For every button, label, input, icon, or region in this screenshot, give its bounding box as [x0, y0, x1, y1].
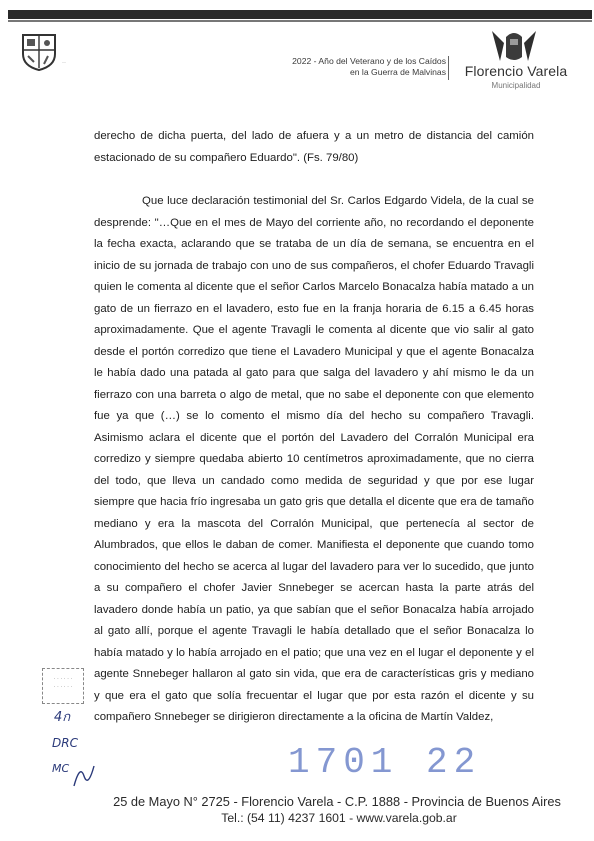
- signature-scribble-icon: [70, 762, 98, 790]
- top-scan-border: [8, 10, 592, 19]
- coat-of-arms-icon: [20, 32, 58, 72]
- handwritten-note-1: 4ก: [54, 710, 71, 725]
- motto-line-2: en la Guerra de Malvinas: [349, 67, 446, 77]
- header-divider: [448, 56, 449, 80]
- paragraph-testimony: Que luce declaración testimonial del Sr. Carlos Edgardo Videla, de la cual se desprende: "…Que en el mes de Mayo del corriente año, no recordando el deponente la fecha exacta, aclarando que se trataba de un día de semana, se encuentra en el inicio de su jornada de trabajo con uno de sus compañeros, el chofer Eduardo Travagli quien le comenta al dicente que el señor Carlos Marcelo Bonacalza había matado a un gato de un fierrazo en el lavadero, esto fue en la franja horaria de 6.15 a 6.45 horas aproximadamente. Que el agente Travagli le comenta al dicente que vio salir al gato desde el portón corredizo que tiene el Lavadero Municipal y que el agente Bonacalza le había dado una patada al gato para que salga del lavadero y ahí mismo le da un fierrazo con una barreta o algo de metal, que no sabe el deponente con que elemento fue ya que (…) se lo comento el mismo día del hecho su compañero Travagli. Asimismo aclara el dicente que el portón del Lavadero del Corralón Municipal era corredizo y siempre quedaba abierto 10 centímetros aproximadamente, que no cierra del todo, que lleva un candado como medida de seguridad y que por ese lugar siempre que hacia frío ingresaba un gato gris que detalla el dicente que era de tamaño mediano y era la mascota del Corralón Municipal, que pertenecía al sector de Alumbrados, que ellos le daban de comer. Manifiesta el deponente que cuando tomo conocimiento del hecho se acerca al lugar del lavadero para ver lo sucedido, que junto a su compañero el chofer Javier Snnebeger se acercan hasta la parte atrás del lavadero donde había un patio, ya que sabían que el señor Bonacalza había arrojado al gato allí, porque el agente Travagli le había detallado que el señor Bonacalza lo había matado y lo había arrojado en el patio; que una vez en el lugar el deponente y el agente Snnebeger hallaron al gato sin vida, que era de características gris y mediano y que era el gato que solía frecuentar el lugar que por esta razón el dicente y su compañero Snnebeger se dirigieron directamente a la oficina de Martín Valdez,: [94, 195, 534, 723]
- municipality-name: Florencio Varela: [464, 63, 568, 79]
- margin-stamp: · · · · · · · · · · · ·: [42, 668, 84, 704]
- municipality-subtitle: Municipalidad: [491, 81, 541, 90]
- municipality-logo-icon: [486, 27, 542, 65]
- motto-line-1: 2022 - Año del Veterano y de los Caídos: [292, 56, 446, 66]
- footer-contact: Tel.: (54 11) 4237 1601 - www.varela.gob.ar: [221, 811, 457, 825]
- scan-dot: ··: [62, 60, 66, 66]
- handwritten-note-2: DRC: [52, 736, 78, 750]
- paragraph-continuation: derecho de dicha puerta, del lado de afuera y a un metro de distancia del camión estacionado de su compañero Eduardo". (Fs. 79/80): [94, 130, 534, 164]
- handwritten-initials: MC: [52, 762, 70, 775]
- folio-stamp: 1701 22: [288, 742, 482, 783]
- header-motto: [234, 56, 446, 78]
- footer-address: 25 de Mayo N° 2725 - Florencio Varela - C.P. 1888 - Provincia de Buenos Aires: [113, 794, 561, 809]
